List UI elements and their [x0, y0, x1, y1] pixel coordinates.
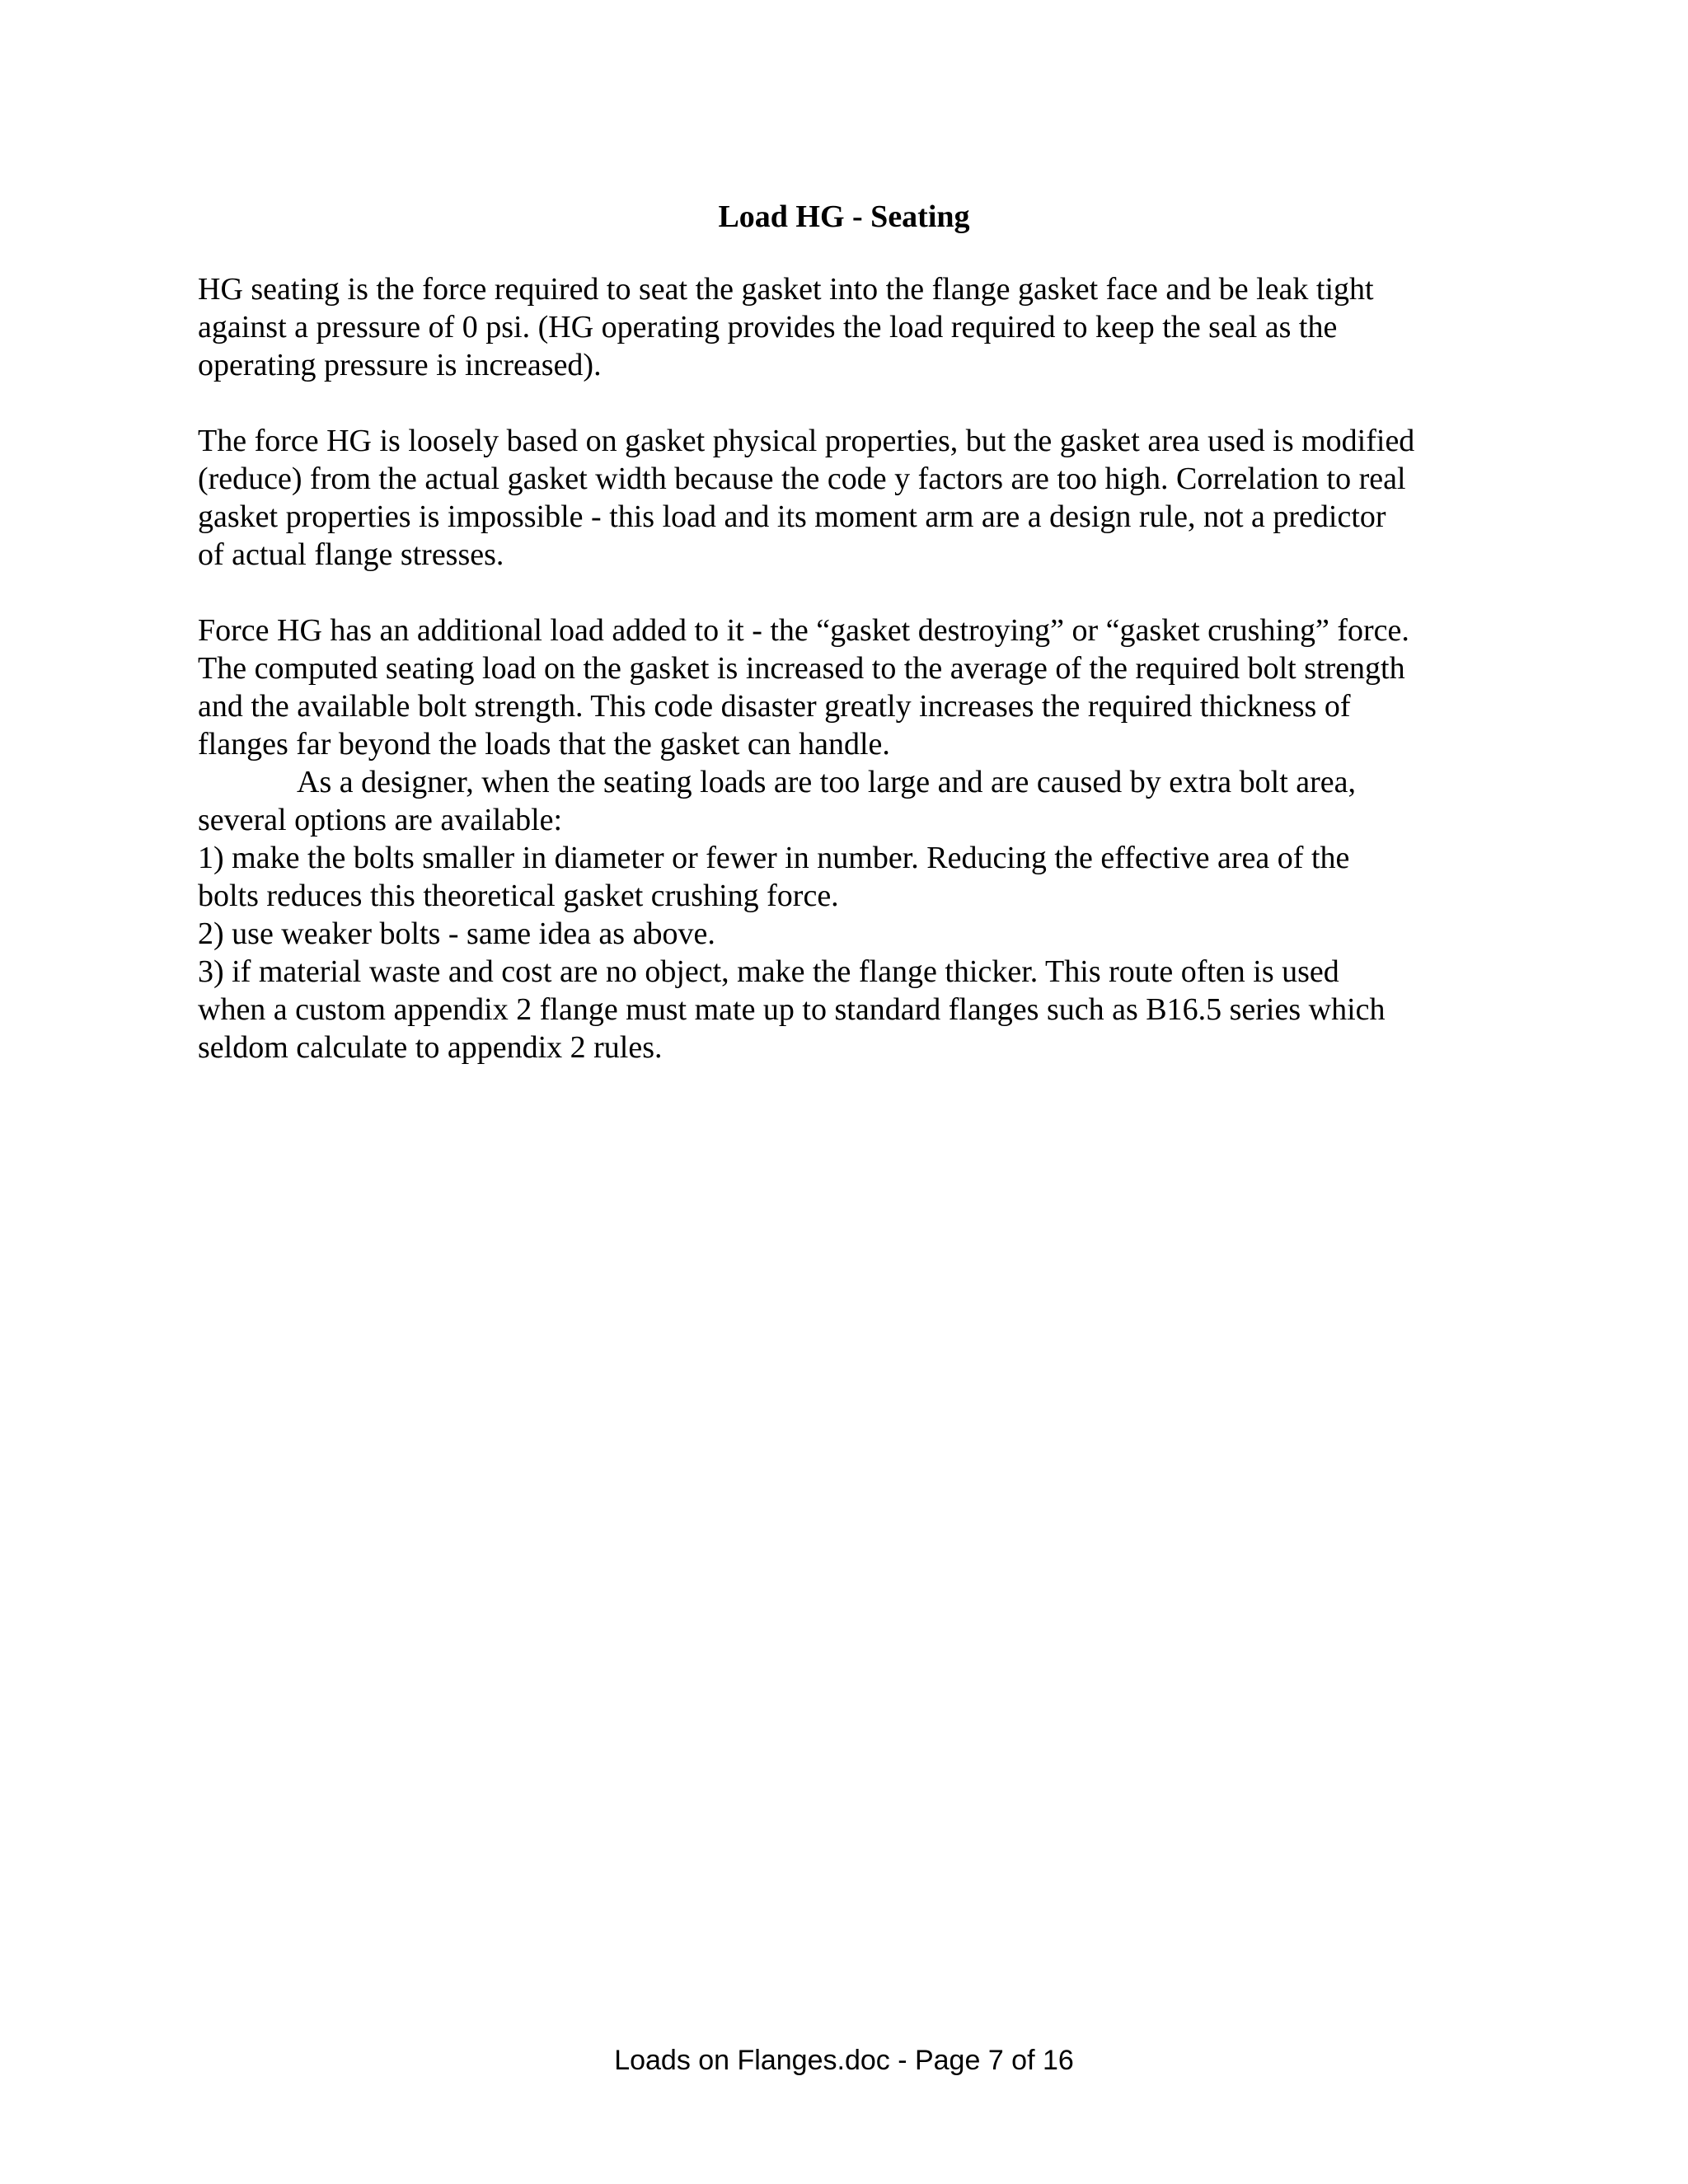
- paragraph-gasket-crushing-force: [198, 612, 1500, 1066]
- text-line: several options are available:: [198, 803, 563, 837]
- text-line: HG seating is the force required to seat the gasket into the flange gasket face and be leak tight: [198, 272, 1374, 307]
- text-line: Force HG has an additional load added to it - the “gasket destroying” or “gasket crushing” force.: [198, 613, 1409, 648]
- text-line: The force HG is loosely based on gasket physical properties, but the gasket area used is modified: [198, 424, 1415, 458]
- text-line: against a pressure of 0 psi. (HG operating provides the load required to keep the seal as the: [198, 310, 1338, 344]
- list-item-option-1: 1) make the bolts smaller in diameter or fewer in number. Reducing the effective area of the: [198, 841, 1350, 875]
- paragraph-hg-seating-definition: [198, 270, 1500, 384]
- text-line: and the available bolt strength. This code disaster greatly increases the required thickness of: [198, 689, 1351, 724]
- text-line: flanges far beyond the loads that the gasket can handle.: [198, 727, 890, 762]
- text-line: seldom calculate to appendix 2 rules.: [198, 1030, 663, 1065]
- text-line: The computed seating load on the gasket is increased to the average of the required bolt strength: [198, 651, 1405, 686]
- document-body: [198, 270, 1500, 1104]
- text-line: gasket properties is impossible - this load and its moment arm are a design rule, not a predictor: [198, 499, 1386, 534]
- text-line: bolts reduces this theoretical gasket crushing force.: [198, 879, 839, 913]
- paragraph-hg-gasket-properties: [198, 422, 1500, 574]
- text-line: (reduce) from the actual gasket width because the code y factors are too high. Correlation to real: [198, 462, 1406, 496]
- page-title: Load HG - Seating: [718, 199, 970, 234]
- page-footer: Loads on Flanges.doc - Page 7 of 16: [614, 2045, 1074, 2076]
- text-line: operating pressure is increased).: [198, 348, 602, 382]
- list-item-option-2: 2) use weaker bolts - same idea as above.: [198, 916, 715, 951]
- text-line-indented: As a designer, when the seating loads are too large and are caused by extra bolt area,: [297, 765, 1357, 799]
- text-line: of actual flange stresses.: [198, 537, 504, 572]
- list-item-option-3: 3) if material waste and cost are no object, make the flange thicker. This route often is used: [198, 954, 1339, 989]
- text-line: when a custom appendix 2 flange must mate up to standard flanges such as B16.5 series which: [198, 992, 1386, 1027]
